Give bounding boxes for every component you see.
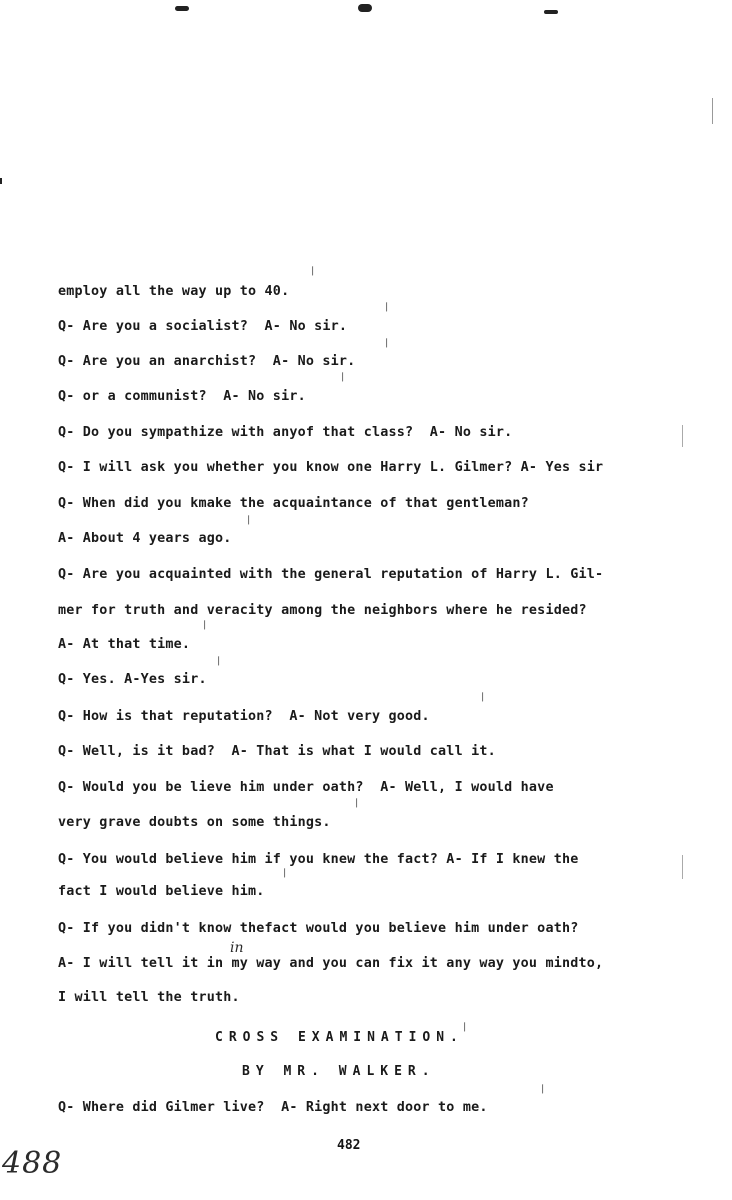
transcript-line: A- About 4 years ago. xyxy=(58,531,232,546)
pencil-tick: / xyxy=(381,337,393,350)
binding-mark xyxy=(544,10,558,14)
transcript-line: Q- Are you an anarchist? A- No sir. xyxy=(58,354,356,369)
pencil-tick: / xyxy=(537,1083,549,1096)
transcript-line: I will tell the truth. xyxy=(58,990,240,1005)
transcript-line: Q- or a communist? A- No sir. xyxy=(58,389,306,404)
transcript-line: Q- You would believe him if you knew the fact? A- If I knew the xyxy=(58,852,579,867)
margin-mark xyxy=(0,178,2,184)
transcript-line: employ all the way up to 40. xyxy=(58,284,290,299)
handwritten-insert: in xyxy=(230,940,244,956)
handwritten-page-number: 488 xyxy=(2,1146,63,1181)
pencil-tick: / xyxy=(351,797,363,810)
transcript-line: Q- Are you a socialist? A- No sir. xyxy=(58,319,348,334)
transcript-line: fact I would believe him. xyxy=(58,884,265,899)
transcript-line: A- I will tell it in my way and you can fix it any way you mindto, xyxy=(58,956,604,971)
transcript-line: Q- When did you kmake the acquaintance of that gentleman? xyxy=(58,496,529,511)
transcript-line: Q- How is that reputation? A- Not very good. xyxy=(58,709,430,724)
transcript-line: Q- If you didn't know thefact would you believe him under oath? xyxy=(58,921,579,936)
transcript-line: Q- I will ask you whether you know one Harry L. Gilmer? A- Yes sir xyxy=(58,460,604,475)
pencil-tick: / xyxy=(459,1021,471,1034)
transcript-line: A- At that time. xyxy=(58,637,191,652)
transcript-line: mer for truth and veracity among the neighbors where he resided? xyxy=(58,603,587,618)
transcript-line: Q- Where did Gilmer live? A- Right next door to me. xyxy=(58,1100,488,1115)
pencil-tick: / xyxy=(337,371,349,384)
pencil-tick: / xyxy=(243,514,255,527)
margin-rule xyxy=(712,98,713,124)
pencil-tick: / xyxy=(199,619,211,632)
pencil-tick: / xyxy=(307,265,319,278)
pencil-tick: / xyxy=(381,301,393,314)
pencil-tick: / xyxy=(477,691,489,704)
transcript-line: Q- Do you sympathize with anyof that class? A- No sir. xyxy=(58,425,513,440)
page-number: 482 xyxy=(337,1138,361,1153)
transcript-line: Q- Are you acquainted with the general reputation of Harry L. Gil- xyxy=(58,567,604,582)
pencil-tick: / xyxy=(213,655,225,668)
binding-mark xyxy=(358,4,372,12)
transcript-line: Q- Yes. A-Yes sir. xyxy=(58,672,207,687)
margin-rule xyxy=(682,855,683,879)
examiner-heading: BY MR. WALKER. xyxy=(242,1064,436,1079)
pencil-tick: / xyxy=(279,867,291,880)
transcript-line: Q- Would you be lieve him under oath? A- Well, I would have xyxy=(58,780,554,795)
binding-mark xyxy=(175,6,189,11)
transcript-line: very grave doubts on some things. xyxy=(58,815,331,830)
transcript-line: Q- Well, is it bad? A- That is what I would call it. xyxy=(58,744,496,759)
cross-examination-heading: CROSS EXAMINATION. xyxy=(215,1030,464,1045)
margin-rule xyxy=(682,425,683,447)
